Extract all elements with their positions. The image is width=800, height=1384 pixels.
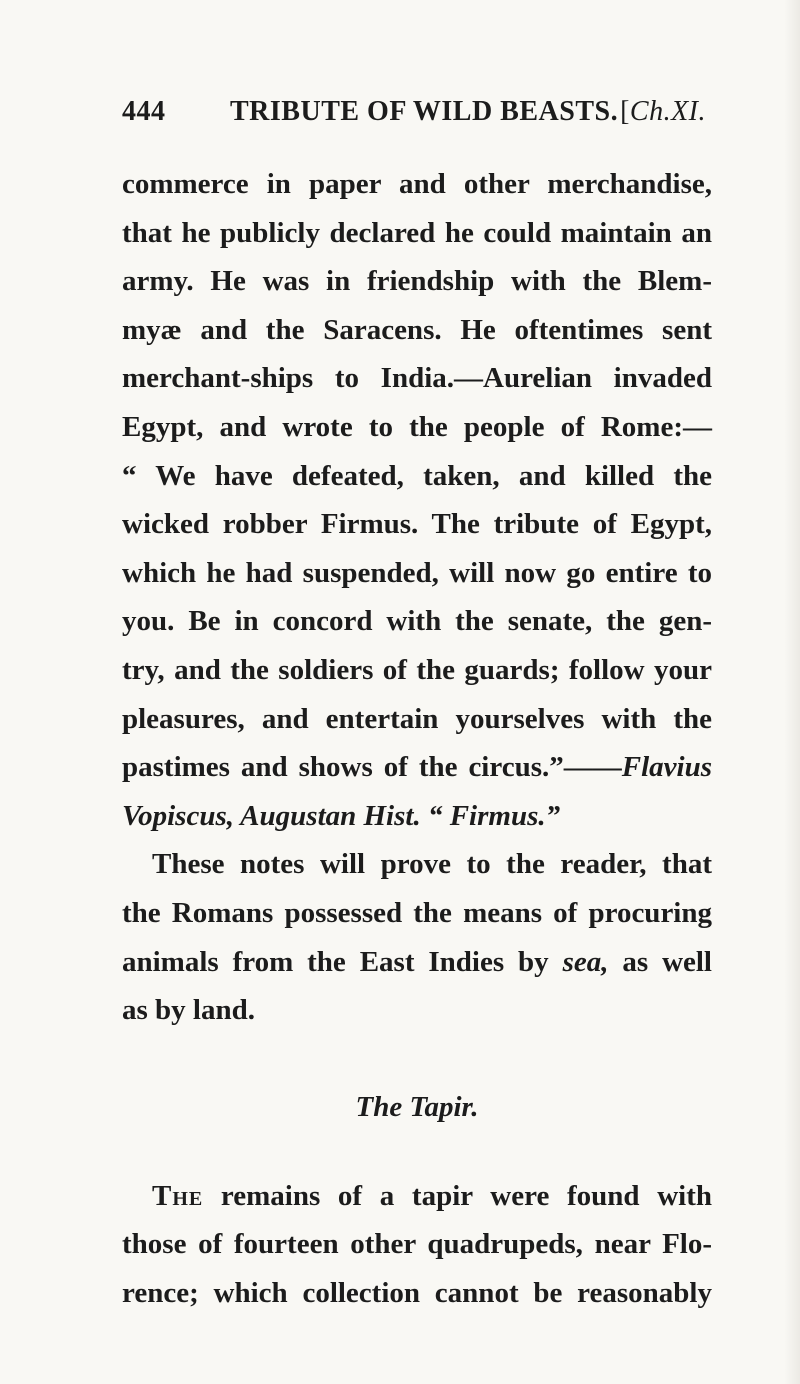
lead-word: The bbox=[152, 1179, 204, 1212]
line-text: animals from the East Indies by bbox=[122, 945, 563, 978]
body-text bbox=[122, 160, 712, 1318]
citation-text: pastimes and shows of the circus.”—— bbox=[122, 751, 622, 784]
text-line: “ We have defeated, taken, and killed the bbox=[122, 459, 712, 492]
citation-quote: “ Firmus.” bbox=[427, 799, 561, 832]
text-line: commerce in paper and other merchandise, bbox=[122, 168, 712, 200]
chapter-reference bbox=[620, 96, 706, 128]
text-line: you. Be in concord with the senate, the gen- bbox=[122, 605, 712, 638]
line-text: as well bbox=[608, 945, 712, 978]
text-line: merchant-ships to India.—Aurelian invaded bbox=[122, 362, 712, 395]
text-line: pleasures, and entertain yourselves with the bbox=[122, 702, 712, 735]
citation-author: Flavius bbox=[621, 751, 712, 784]
text-line: that he publicly declared he could maintain an bbox=[122, 216, 712, 249]
citation-source-line bbox=[122, 792, 712, 841]
page-number: 444 bbox=[122, 96, 166, 127]
chapter-bracket: [ bbox=[620, 96, 630, 127]
paragraph-last-line: as by land. bbox=[122, 994, 255, 1027]
paragraph-line: These notes will prove to the reader, that bbox=[152, 848, 712, 881]
chapter-label: Ch.XI. bbox=[629, 96, 706, 127]
text-line: Egypt, and wrote to the people of Rome:— bbox=[122, 410, 712, 443]
text-line: try, and the soldiers of the guards; follow your bbox=[122, 653, 712, 686]
paragraph-line: the Romans possessed the means of procuring bbox=[122, 896, 712, 929]
text-line: army. He was in friendship with the Blem- bbox=[122, 265, 712, 298]
citation-work: Vopiscus, Augustan Hist. bbox=[122, 799, 421, 832]
text-line: wicked robber Firmus. The tribute of Egypt, bbox=[122, 508, 712, 541]
text-line: those of fourteen other quadrupeds, near Flo- bbox=[122, 1228, 712, 1261]
citation-line bbox=[122, 743, 712, 792]
section-first-line bbox=[122, 1172, 712, 1221]
running-title: TRIBUTE OF WILD BEASTS. bbox=[230, 96, 619, 127]
line-text: remains of a tapir were found with bbox=[203, 1179, 712, 1212]
running-header bbox=[122, 96, 706, 136]
text-line: which he had suspended, will now go entire to bbox=[122, 556, 712, 589]
page-edge-shadow bbox=[784, 0, 800, 1384]
text-line: rence; which collection cannot be reasonably bbox=[122, 1277, 712, 1310]
section-heading: The Tapir. bbox=[355, 1091, 479, 1124]
paragraph-line bbox=[122, 938, 712, 987]
blank-space bbox=[122, 1132, 712, 1172]
text-line: myæ and the Saracens. He oftentimes sent bbox=[122, 313, 712, 346]
blank-space bbox=[122, 1035, 712, 1084]
emphasis-word: sea, bbox=[562, 945, 609, 978]
